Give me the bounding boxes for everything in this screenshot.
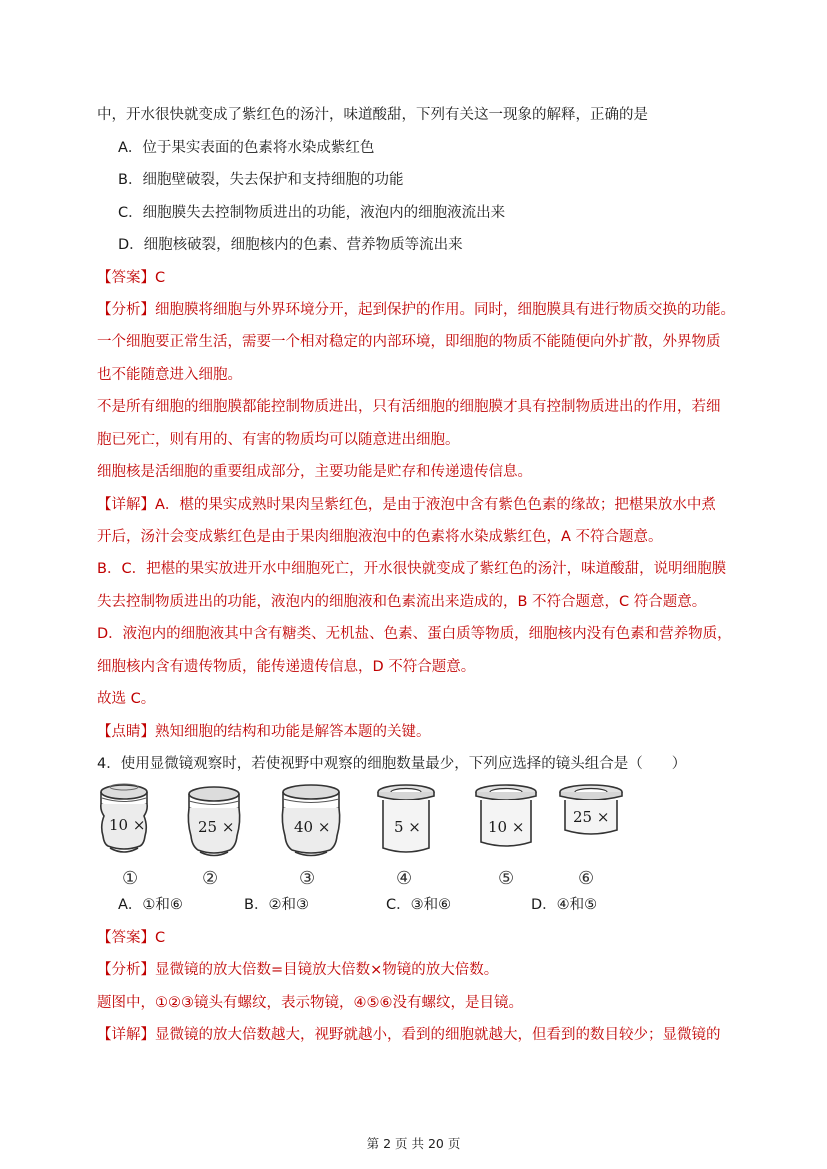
q3-detail-line: B．C．把椹的果实放进开水中细胞死亡，开水很快就变成了紫红色的汤汁，味道酸甜，说明细胞膜 (97, 561, 727, 577)
q3-tip: 【点睛】熟知细胞的结构和功能是解答本题的关键。 (97, 724, 431, 740)
lens-2-magnification: 25 × (198, 818, 235, 836)
q3-analysis-line: 细胞核是活细胞的重要组成部分，主要功能是贮存和传递遗传信息。 (97, 464, 532, 480)
lens-5-number: ⑤ (498, 868, 515, 889)
q3-detail-line: D．液泡内的细胞液其中含有糖类、无机盐、色素、蛋白质等物质，细胞核内没有色素和营养物质， (97, 626, 732, 642)
q3-detail-line: 【详解】A．椹的果实成熟时果肉呈紫红色，是由于液泡中含有紫色色素的缘故；把椹果放水中煮 (97, 497, 716, 513)
q3-option-d: D．细胞核破裂，细胞核内的色素、营养物质等流出来 (118, 237, 463, 253)
q4-choice-c: C．③和⑥ (386, 897, 452, 913)
lens-3-magnification: 40 × (294, 818, 331, 836)
lens-6-number: ⑥ (578, 868, 595, 889)
question3-tail: 中，开水很快就变成了紫红色的汤汁，味道酸甜，下列有关这一现象的解释，正确的是 (97, 107, 648, 123)
q3-detail-line: 故选 C。 (97, 691, 156, 707)
q4-choice-b: B．②和③ (244, 897, 309, 913)
lens-6-magnification: 25 × (573, 808, 610, 826)
objective-lens-1 (98, 782, 150, 862)
q4-choice-a: A．①和⑥ (118, 897, 183, 913)
q3-detail-line: 失去控制物质进出的功能，液泡内的细胞液和色素流出来造成的，B 不符合题意，C 符合题意。 (97, 594, 707, 610)
q3-analysis-line: 不是所有细胞的细胞膜都能控制物质进出，只有活细胞的细胞膜才具有控制物质进出的作用，若细 (97, 399, 721, 415)
objective-lens-3 (280, 782, 342, 862)
q3-detail-line: 细胞核内含有遗传物质，能传递遗传信息，D 不符合题意。 (97, 659, 476, 675)
lens-4-magnification: 5 × (394, 818, 421, 836)
q4-answer: 【答案】C (97, 930, 166, 946)
page-footer: 第 2 页 共 20 页 (366, 1136, 461, 1151)
lens-5-magnification: 10 × (488, 818, 525, 836)
q4-analysis: 【分析】显微镜的放大倍数=目镜放大倍数×物镜的放大倍数。 (97, 962, 499, 978)
lens-3-number: ③ (299, 868, 316, 889)
q4-choice-d: D．④和⑤ (531, 897, 598, 913)
lens-figure (96, 782, 656, 892)
q3-detail-line: 开后，汤汁会变成紫红色是由于果肉细胞液泡中的色素将水染成紫红色，A 不符合题意。 (97, 529, 663, 545)
q3-analysis-line: 也不能随意进入细胞。 (97, 367, 242, 383)
q3-analysis-line: 一个细胞要正常生活，需要一个相对稳定的内部环境，即细胞的物质不能随便向外扩散，外界物质 (97, 334, 721, 350)
lens-4-number: ④ (396, 868, 413, 889)
eyepiece-lens-5 (474, 782, 538, 856)
q4-detail: 【详解】显微镜的放大倍数越大，视野就越小，看到的细胞就越大，但看到的数目较少；显微镜的 (97, 1027, 721, 1043)
eyepiece-lens-6 (558, 782, 624, 844)
question4-stem: 4．使用显微镜观察时，若使视野中观察的细胞数量最少，下列应选择的镜头组合是（ ） (97, 756, 687, 772)
q3-option-b: B．细胞壁破裂，失去保护和支持细胞的功能 (118, 172, 404, 188)
q3-answer: 【答案】C (97, 270, 166, 286)
lens-1-number: ① (122, 868, 139, 889)
q3-option-a: A．位于果实表面的色素将水染成紫红色 (118, 140, 375, 156)
q4-analysis-2: 题图中，①②③镜头有螺纹，表示物镜，④⑤⑥没有螺纹，是目镜。 (97, 995, 523, 1011)
lens-2-number: ② (202, 868, 219, 889)
lens-1-magnification: 10 × (109, 816, 146, 834)
eyepiece-lens-4 (376, 782, 436, 862)
q3-analysis-line: 胞已死亡，则有用的、有害的物质均可以随意进出细胞。 (97, 432, 460, 448)
objective-lens-2 (186, 782, 242, 862)
q3-option-c: C．细胞膜失去控制物质进出的功能，液泡内的细胞液流出来 (118, 205, 506, 221)
q3-analysis-line: 【分析】细胞膜将细胞与外界环境分开，起到保护的作用。同时，细胞膜具有进行物质交换的功能。 (97, 302, 735, 318)
